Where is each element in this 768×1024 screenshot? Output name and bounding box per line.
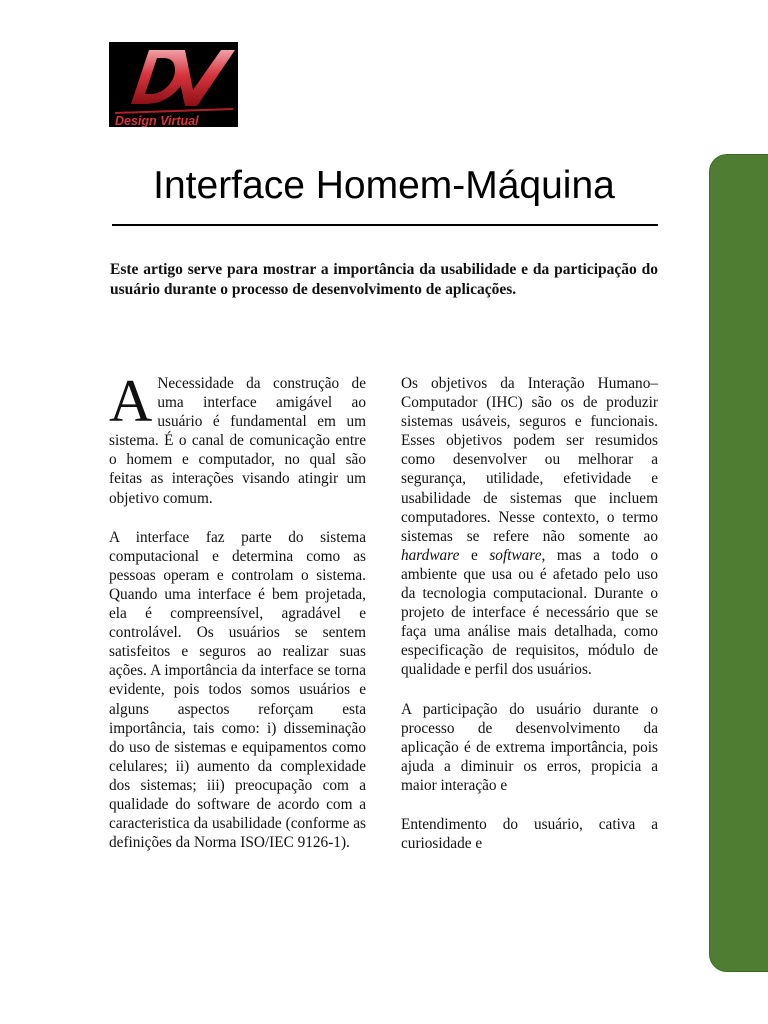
- logo-letter-v: [173, 50, 235, 106]
- title-divider: [112, 224, 658, 226]
- decorative-side-bar: [709, 154, 768, 972]
- logo-caption: Design Virtual: [115, 114, 199, 127]
- left-column: [109, 368, 366, 852]
- right-column: [401, 374, 658, 853]
- right-paragraph-1-and: e: [459, 546, 490, 564]
- right-paragraph-1: [401, 374, 658, 680]
- right-paragraph-1-text-a: Os objetivos da Interação Humano–Computador (IHC) são os de produzir sistemas usáveis, seguros e funcionais. Esses objetivos podem ser resumidos como desenvolver ou melhorar a segurança, utilidade, efetividade e usabilidade de sistemas que incluem computadores. Nesse contexto, o termo sistemas se refere não somente ao: [401, 375, 658, 545]
- right-paragraph-1-text-b: , mas a todo o ambiente que usa ou é afetado pelo uso da tecnologia computacional. Durante o projeto de interface é necessário que se faça uma análise mais detalhada, como especificação de requisitos, módulo de qualidade e perfil dos usuários.: [401, 546, 658, 679]
- term-hardware: hardware: [401, 546, 460, 564]
- logo-graphic: [109, 42, 238, 127]
- article-abstract: Este artigo serve para mostrar a importância da usabilidade e da participação do usuário durante o processo de desenvolvimento de aplicações.: [110, 261, 658, 298]
- term-software: software: [489, 546, 542, 564]
- design-virtual-logo: [109, 42, 238, 127]
- right-paragraph-3: Entendimento do usuário, cativa a curiosidade e: [401, 815, 658, 853]
- left-paragraph-1: [109, 368, 366, 508]
- left-paragraph-1-text: Necessidade da construção de uma interface amigável ao usuário é fundamental em um sistema. É o canal de comunicação entre o homem e computador, no qual são feitas as interações visando atingir um objetivo comum.: [109, 375, 366, 507]
- right-paragraph-2: A participação do usuário durante o processo de desenvolvimento da aplicação é de extrema importância, pois ajuda a diminuir os erros, propicia a maior interação e: [401, 700, 658, 794]
- page-title: Interface Homem-Máquina: [153, 164, 615, 207]
- drop-cap: A: [109, 368, 153, 434]
- left-paragraph-2: A interface faz parte do sistema computacional e determina como as pessoas operam e controlam o sistema. Quando uma interface é bem projetada, ela é compreensível, agradável e controlável. Os usuários se sentem satisfeitos e seguros ao realizar suas ações. A importância da interface se torna evidente, pois todos somos usuários e alguns aspectos reforçam esta importância, tais como: i) disseminação do uso de sistemas e equipamentos como celulares; ii) aumento da complexidade dos sistemas; iii) preocupação com a qualidade do software de acordo com a caracteristica da usabilidade (conforme as definições da Norma ISO/IEC 9126-1).: [109, 528, 366, 852]
